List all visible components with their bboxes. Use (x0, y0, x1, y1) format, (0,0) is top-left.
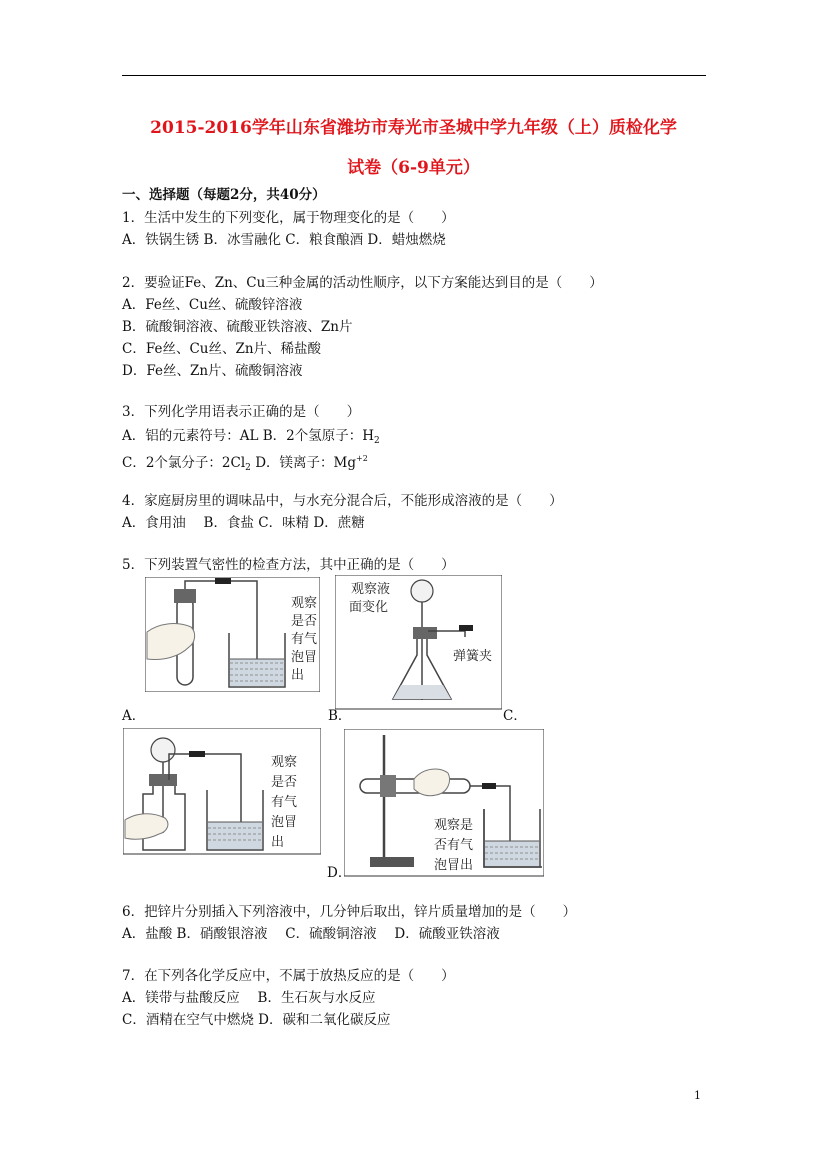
figure-c-caption-4: 泡冒 (271, 815, 298, 830)
figure-a-caption-2: 是否 (291, 614, 318, 629)
svg-text:观察 (291, 595, 317, 611)
figure-b-label: B． (328, 708, 352, 724)
figure-b-caption-side: 弹簧夹 (453, 649, 493, 664)
figure-d-caption-3: 泡冒出 (434, 858, 474, 873)
page-number: 1 (694, 1089, 701, 1102)
question-6-stem: 6．把锌片分别插入下列溶液中，几分钟后取出，锌片质量增加的是（ ） (122, 904, 577, 920)
svg-text:观察 (271, 754, 297, 770)
section-heading: 一、选择题（每题2分，共40分） (122, 187, 326, 203)
question-7-options-cd: C．酒精在空气中燃烧 D．碳和二氧化碳反应 (122, 1012, 391, 1028)
svg-text:否有气 (434, 838, 473, 853)
svg-text:弹簧夹 (453, 648, 492, 664)
question-2-option-a: A．Fe丝、Cu丝、硫酸锌溶液 (122, 297, 303, 313)
question-3-stem: 3．下列化学用语表示正确的是（ ） (122, 404, 361, 420)
question-7-options-ab: A．镁带与盐酸反应 B．生石灰与水反应 (122, 990, 376, 1006)
figure-a-caption-3: 有气 (291, 632, 318, 647)
figure-a-caption-4: 泡冒 (291, 650, 318, 665)
figure-d-caption-2: 否有气 (434, 838, 474, 853)
figure-d-label: D． (327, 865, 352, 881)
svg-text:是否 (271, 775, 297, 790)
question-2-option-b: B．硫酸铜溶液、硫酸亚铁溶液、Zn片 (122, 319, 353, 335)
svg-text:泡冒 (291, 650, 317, 665)
figure-c-bottle-apparatus (123, 728, 321, 855)
figure-b-caption-1: 观察液 (351, 582, 391, 597)
figure-a-caption-5: 出 (291, 668, 305, 683)
figure-c-caption-5: 出 (271, 835, 285, 850)
question-6-options: A．盐酸 B．硝酸银溶液 C．硫酸铜溶液 D．硫酸亚铁溶液 (122, 926, 500, 942)
question-2-option-d: D．Fe丝、Zn片、硫酸铜溶液 (122, 363, 303, 379)
svg-text:泡冒 (271, 815, 297, 830)
question-4-options: A．食用油 B．食盐 C．味精 D．蔗糖 (122, 515, 365, 531)
figure-a-label: A． (122, 708, 146, 724)
svg-text:面变化 (349, 599, 388, 615)
svg-text:是否 (291, 614, 317, 629)
figure-b-flask-apparatus (335, 575, 502, 710)
question-2-stem: 2．要验证Fe、Zn、Cu三种金属的活动性顺序，以下方案能达到目的是（ ） (122, 275, 603, 291)
figure-c-caption-1: 观察 (271, 755, 298, 770)
figure-b-caption-2: 面变化 (349, 600, 389, 615)
question-7-stem: 7．在下列各化学反应中，不属于放热反应的是（ ） (122, 968, 455, 984)
svg-text:观察是 (434, 817, 473, 833)
question-3-options-ab: A．铝的元素符号：AL B．2个氢原子：$H_2$ (122, 428, 380, 446)
svg-text:有气 (291, 632, 317, 647)
svg-text:有气 (271, 795, 297, 810)
document-title-line1: 2015-2016学年山东省潍坊市寿光市圣城中学九年级（上）质检化学 (150, 118, 677, 138)
svg-text:泡冒出 (434, 857, 473, 873)
figure-c-label: C． (503, 708, 527, 724)
svg-text:观察液 (351, 581, 390, 597)
figure-c-caption-3: 有气 (271, 795, 298, 810)
question-3-options-cd: C．2个氯分子：$2Cl_2$ D．镁离子：$Mg^{+2}$ (122, 454, 368, 473)
figure-a-caption-1: 观察 (291, 596, 318, 611)
header-rule (122, 75, 706, 76)
svg-text:出 (291, 667, 304, 683)
question-2-option-c: C．Fe丝、Cu丝、Zn片、稀盐酸 (122, 341, 322, 357)
figure-c-caption-2: 是否 (271, 775, 298, 790)
figure-d-caption-1: 观察是 (434, 818, 474, 833)
question-1-stem: 1．生活中发生的下列变化，属于物理变化的是（ ） (122, 210, 455, 226)
question-1-options: A．铁锅生锈 B．冰雪融化 C．粮食酿酒 D．蜡烛燃烧 (122, 232, 446, 248)
question-5-stem: 5．下列装置气密性的检查方法，其中正确的是（ ） (122, 557, 455, 573)
figure-a-test-tube-apparatus (145, 577, 320, 692)
question-4-stem: 4．家庭厨房里的调味品中，与水充分混合后，不能形成溶液的是（ ） (122, 493, 563, 509)
document-title-line2: 试卷（6-9单元） (347, 158, 480, 178)
svg-text:出 (271, 834, 284, 850)
figure-d-horizontal-tube-apparatus (344, 729, 544, 877)
